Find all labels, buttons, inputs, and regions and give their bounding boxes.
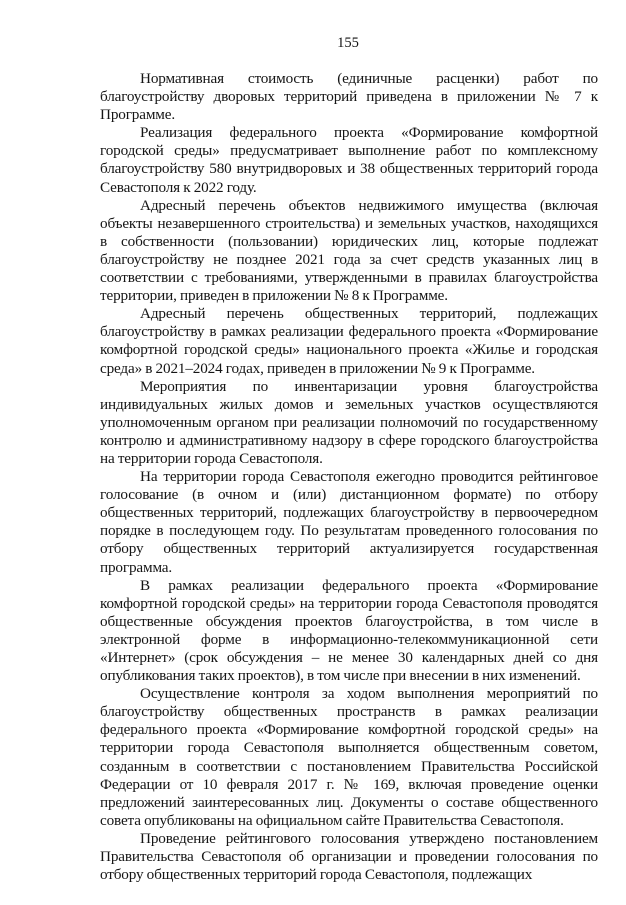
paragraph-federal-project: Реализация федерального проекта «Формирование комфортной городской среды» предусматривает выполнение работ по комплексному благоустройству 580 внутридворовых и 38 общественных территорий города Севастополя к 2022 году. xyxy=(100,124,598,196)
paragraph-public-territories-list: Адресный перечень общественных территорий, подлежащих благоустройству в рамках реализации федерального проекта «Формирование комфортной городской среды» национального проекта «Жилье и городская среда» в 2021–2024 годах, приведен в приложении № 9 к Программе. xyxy=(100,305,598,377)
paragraph-normative-cost: Нормативная стоимость (единичные расценки) работ по благоустройству дворовых территорий приведена в приложении № 7 к Программе. xyxy=(100,70,598,124)
page-number: 155 xyxy=(337,35,359,51)
paragraph-public-discussions: В рамках реализации федерального проекта «Формирование комфортной городской среды» на территории города Севастополя проводятся общественные обсуждения проектов благоустройства, в том числе в электронной форме в информационно-телекоммуникационной сети «Интернет» (срок обсуждения – не менее 30 календарных дней со дня опубликования таких проектов), в том числе при внесении в них изменений. xyxy=(100,576,598,685)
paragraph-inventory-measures: Мероприятия по инвентаризации уровня благоустройства индивидуальных жилых домов и земельных участков осуществляются уполномоченным органом при реализации полномочий по государственному контролю и административному надзору в сфере городского благоустройства на территории города Севастополя. xyxy=(100,377,598,467)
paragraph-rating-vote: На территории города Севастополя ежегодно проводится рейтинговое голосование (в очном и (или) дистанционном формате) по отбору общественных территорий, подлежащих благоустройству в первоочередном порядке в последующем году. По результатам проведенного голосования по отбору общественных территорий актуализируется государственная программа. xyxy=(100,468,598,576)
paragraph-vote-approval: Проведение рейтингового голосования утверждено постановлением Правительства Севастополя об организации и проведении голосования по отбору общественных территорий города Севастополя, подлежащих xyxy=(100,829,598,884)
paragraph-legal-entities-list: Адресный перечень объектов недвижимого имущества (включая объекты незавершенного строительства) и земельных участков, находящихся в собственности (пользовании) юридических лиц, которые подлежат благоустройству не позднее 2021 года за счет средств указанных лиц в соответствии с требованиями, утвержденными в правилах благоустройства территории, приведен в приложении № 8 к Программе. xyxy=(100,196,598,305)
paragraph-public-council-control: Осуществление контроля за ходом выполнения мероприятий по благоустройству общественных пространств в рамках реализации федерального проекта «Формирование комфортной городской среды» на территории города Севастополя выполняется общественным советом, созданным в соответствии с постановлением Правительства Российской Федерации от 10 февраля 2017 г. № 169, включая проведение оценки предложений заинтересованных лиц. Документы о составе общественного совета опубликованы на официальном сайте Правительства Севастополя. xyxy=(100,685,598,829)
